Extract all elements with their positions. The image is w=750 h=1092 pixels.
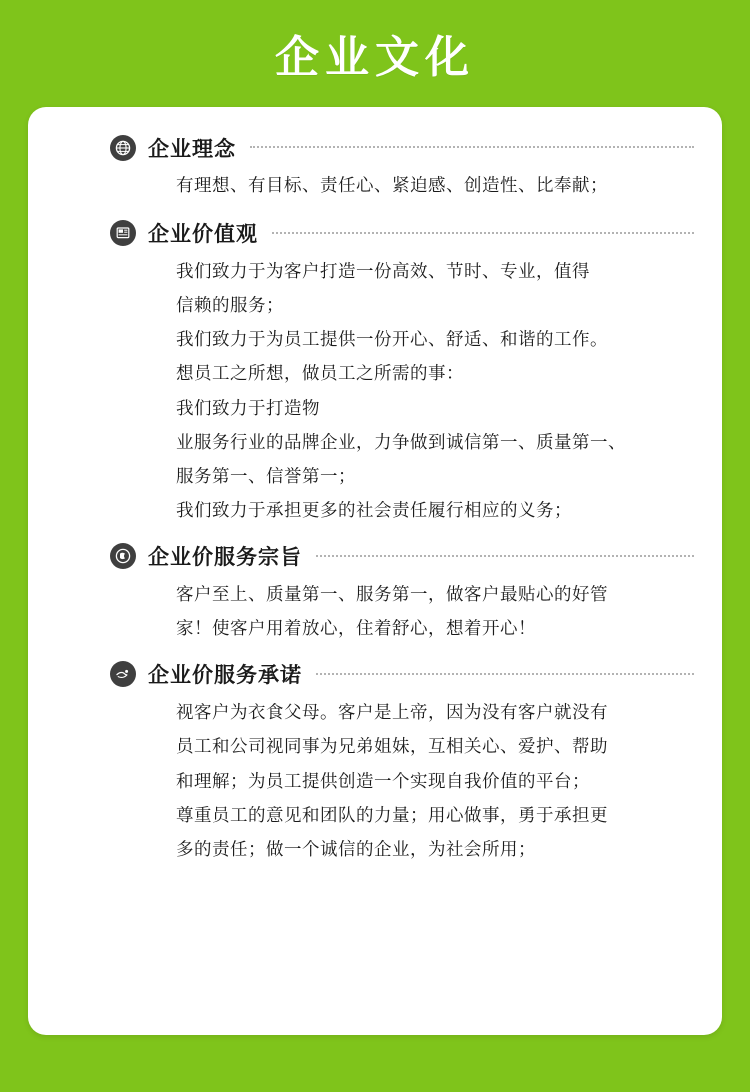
body-line: 员工和公司视同事为兄弟姐妹，互相关心、爱护、帮助 xyxy=(176,736,608,757)
body-line: 想员工之所想，做员工之所需的事： xyxy=(176,363,464,384)
section-header xyxy=(52,541,698,571)
handshake-icon xyxy=(110,661,136,687)
section-body xyxy=(176,254,690,527)
body-line: 我们致力于打造物 xyxy=(176,397,320,418)
section-corporate-values xyxy=(52,218,698,527)
body-line: 业服务行业的品牌企业，力争做到诚信第一、质量第一、 xyxy=(176,431,626,452)
section-title: 企业理念 xyxy=(148,137,236,161)
title-dotted-rule xyxy=(316,673,694,676)
section-title: 企业价服务宗旨 xyxy=(148,546,302,570)
section-body xyxy=(176,169,690,202)
section-header xyxy=(52,218,698,248)
section-body xyxy=(176,695,690,866)
body-line: 家！使客户用着放心，住着舒心，想着开心！ xyxy=(176,618,536,639)
body-line: 我们致力于为员工提供一份开心、舒适、和谐的工作。 xyxy=(176,329,608,350)
page-title: 企业文化 xyxy=(275,33,475,82)
body-line: 和理解；为员工提供创造一个实现自我价值的平台； xyxy=(176,770,590,791)
section-header xyxy=(52,659,698,689)
body-line: 服务第一、信誉第一； xyxy=(176,465,356,486)
body-line: 有理想、有目标、责任心、紧迫感、创造性、比奉献； xyxy=(176,174,608,195)
section-header xyxy=(52,133,698,163)
title-dotted-rule xyxy=(316,555,694,558)
body-line: 客户至上、质量第一、服务第一，做客户最贴心的好管 xyxy=(176,584,608,605)
section-service-purpose xyxy=(52,541,698,645)
globe-icon xyxy=(110,135,136,161)
section-body xyxy=(176,577,690,645)
title-dotted-rule xyxy=(250,146,694,149)
body-line: 多的责任；做一个诚信的企业，为社会所用； xyxy=(176,838,536,859)
body-line: 我们致力于承担更多的社会责任履行相应的义务； xyxy=(176,499,572,520)
section-title: 企业价值观 xyxy=(148,223,258,247)
body-line: 信赖的服务； xyxy=(176,295,284,316)
body-line: 视客户为衣食父母。客户是上帝，因为没有客户就没有 xyxy=(176,702,608,723)
content-card xyxy=(28,107,722,1035)
target-icon xyxy=(110,543,136,569)
book-icon xyxy=(110,220,136,246)
body-line: 尊重员工的意见和团队的力量；用心做事，勇于承担更 xyxy=(176,804,608,825)
body-line: 我们致力于为客户打造一份高效、节时、专业，值得 xyxy=(176,261,590,282)
section-corporate-philosophy xyxy=(52,133,698,202)
title-dotted-rule xyxy=(272,232,694,235)
section-title: 企业价服务承诺 xyxy=(148,664,302,688)
section-service-commitment xyxy=(52,659,698,866)
